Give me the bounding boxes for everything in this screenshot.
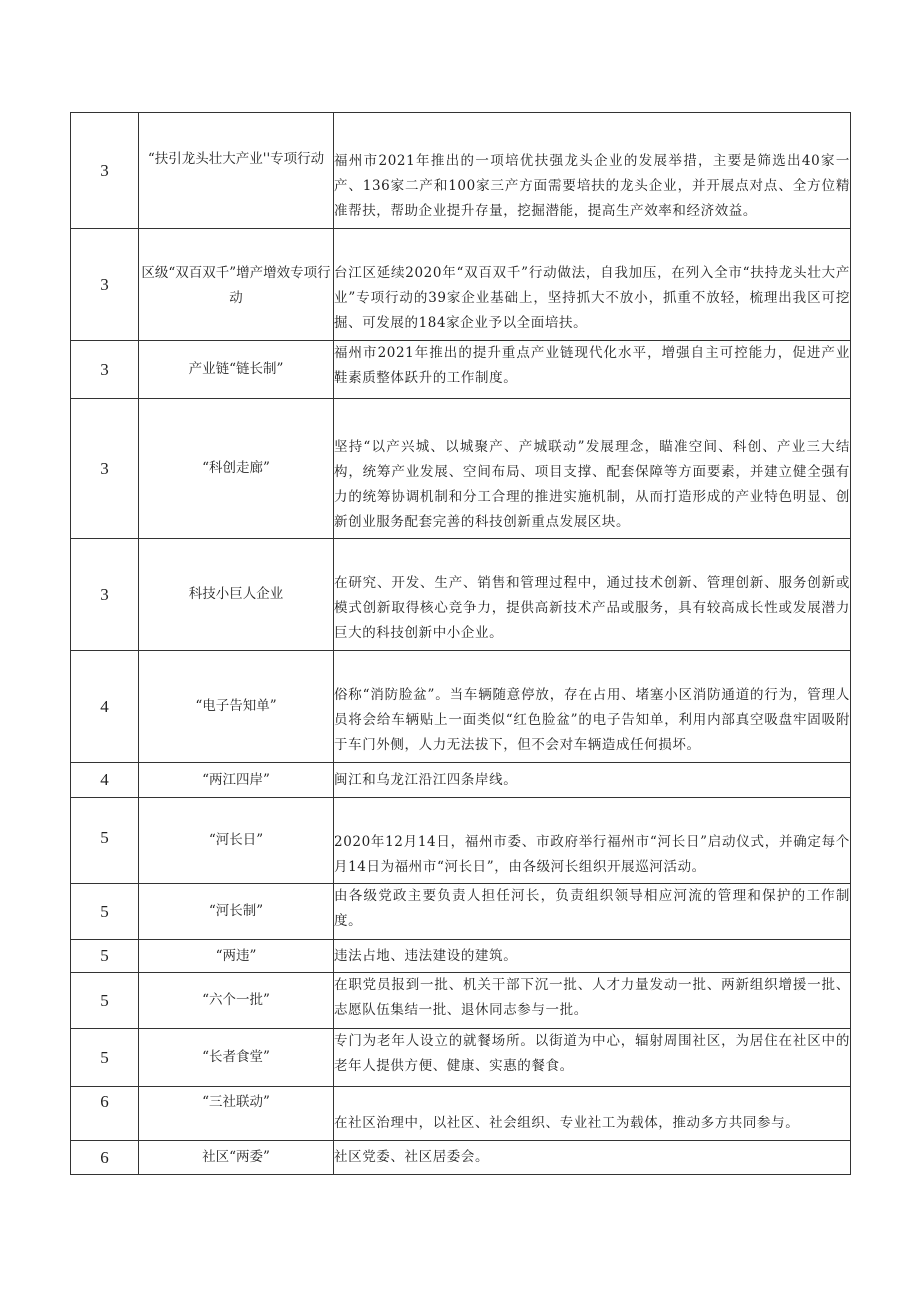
definition-cell: [334, 229, 851, 341]
term-text: “科创走廊”: [202, 460, 270, 476]
term-cell: [139, 229, 334, 341]
term-text: 社区“两委”: [202, 1149, 270, 1165]
definition-text: 福州市2021年推出的提升重点产业链现代化水平，增强自主可控能力，促进产业鞋素质整体跃升的工作制度。: [334, 345, 850, 386]
term-text: “三社联动”: [202, 1094, 270, 1110]
definition-text: 台江区延续2020年“双百双千”行动做法，自我加压，在列入全市“扶持龙头壮大产业”专项行动的39家企业基础上，坚持抓大不放小，抓重不放轻，梳理出我区可挖掘、可发展的184家企业予以全面培扶。: [334, 265, 850, 331]
term-cell: [139, 1087, 334, 1141]
term-cell: [139, 341, 334, 399]
definition-cell: [334, 399, 851, 539]
term-cell: [139, 1029, 334, 1087]
term-cell: [139, 1141, 334, 1175]
term-cell: [139, 763, 334, 798]
table-row: [71, 539, 851, 651]
term-cell: [139, 973, 334, 1029]
term-text: “两违”: [215, 947, 257, 964]
table-row: [71, 651, 851, 763]
term-text: “长者食堂”: [202, 1049, 270, 1065]
table-row: [71, 940, 851, 973]
definition-cell: [334, 1141, 851, 1175]
definition-text: 闽江和乌龙江沿江四条岸线。: [334, 771, 518, 788]
definition-cell: [334, 940, 851, 973]
definition-text: 由各级党政主要负责人担任河长，负责组织领导相应河流的管理和保护的工作制度。: [334, 888, 850, 929]
table-row: [71, 229, 851, 341]
page-number-cell: 4: [71, 763, 139, 798]
table-row: [71, 1029, 851, 1087]
glossary-table: [70, 112, 851, 1175]
definition-text: 违法占地、违法建设的建筑。: [334, 947, 518, 964]
definition-cell: [334, 763, 851, 798]
term-cell: [139, 884, 334, 940]
definition-text: 社区党委、社区居委会。: [334, 1149, 490, 1165]
table-row: [71, 1087, 851, 1141]
page-number-cell: 3: [71, 399, 139, 539]
page-number-cell: 6: [71, 1087, 139, 1141]
term-text: “扶引龙头壮大产业''专项行动: [147, 151, 325, 167]
table-row: [71, 1141, 851, 1175]
definition-text: 俗称“消防脸盆”。当车辆随意停放，存在占用、堵塞小区消防通道的行为，管理人员将会给车辆贴上一面类似“红色脸盆”的电子告知单，利用内部真空吸盘牢固吸附于车门外侧，人力无法拔下，但不会对车辆造成任何损坏。: [334, 687, 850, 753]
table-row: [71, 113, 851, 229]
definition-cell: [334, 884, 851, 940]
term-text: “电子告知单”: [195, 698, 277, 714]
term-cell: [139, 539, 334, 651]
definition-text: 2020年12月14日，福州市委、市政府举行福州市“河长日”启动仪式，并确定每个月14日为福州市“河长日”，由各级河长组织开展巡河活动。: [334, 834, 850, 875]
page-number-cell: 3: [71, 113, 139, 229]
term-cell: [139, 399, 334, 539]
page-number-cell: 4: [71, 651, 139, 763]
definition-cell: [334, 1029, 851, 1087]
term-text: 科技小巨人企业: [188, 586, 284, 602]
page-number-cell: 6: [71, 1141, 139, 1175]
definition-text: 在职党员报到一批、机关干部下沉一批、人才力量发动一批、两新组织增援一批、志愿队伍集结一批、退休同志参与一批。: [334, 977, 850, 1018]
term-text: “河长日”: [208, 832, 264, 848]
page-number-cell: 3: [71, 229, 139, 341]
term-cell: [139, 798, 334, 884]
definition-cell: [334, 973, 851, 1029]
term-cell: [139, 113, 334, 229]
table-row: [71, 798, 851, 884]
definition-text: 在研究、开发、生产、销售和管理过程中，通过技术创新、管理创新、服务创新或模式创新取得核心竞争力，提供高新技术产品或服务，具有较高成长性或发展潜力巨大的科技创新中小企业。: [334, 575, 850, 641]
definition-cell: [334, 539, 851, 651]
table-row: [71, 763, 851, 798]
table-row: [71, 973, 851, 1029]
term-text: 区级“双百双千”增产增效专项行动: [141, 265, 331, 306]
definition-text: 专门为老年人设立的就餐场所。以街道为中心，辐射周围社区，为居住在社区中的老年人提供方便、健康、实惠的餐食。: [334, 1033, 850, 1074]
definition-text: 在社区治理中，以社区、社会组织、专业社工为载体，推动多方共同参与。: [334, 1115, 800, 1131]
term-text: 产业链“链长制”: [188, 361, 284, 377]
definition-cell: [334, 1087, 851, 1141]
term-text: “河长制”: [208, 903, 264, 919]
term-text: “六个一批”: [202, 992, 270, 1008]
definition-text: 坚持“以产兴城、以城聚产、产城联动”发展理念，瞄准空间、科创、产业三大结构，统筹产业发展、空间布局、项目支撑、配套保障等方面要素，并建立健全强有力的统筹协调机制和分工合理的推进实施机制，从而打造形成的产业特色明显、创新创业服务配套完善的科技创新重点发展区块。: [334, 439, 850, 530]
definition-cell: [334, 798, 851, 884]
page-number-cell: 3: [71, 539, 139, 651]
term-cell: [139, 651, 334, 763]
page-number-cell: 5: [71, 884, 139, 940]
page-number-cell: 5: [71, 940, 139, 973]
term-text: “两江四岸”: [202, 771, 270, 788]
table-row: [71, 399, 851, 539]
definition-cell: [334, 341, 851, 399]
page-number-cell: 3: [71, 341, 139, 399]
page-number-cell: 5: [71, 1029, 139, 1087]
page-number-cell: 5: [71, 973, 139, 1029]
table-row: [71, 341, 851, 399]
term-cell: [139, 940, 334, 973]
table-row: [71, 884, 851, 940]
definition-cell: [334, 651, 851, 763]
page-number-cell: 5: [71, 798, 139, 884]
definition-cell: [334, 113, 851, 229]
definition-text: 福州市2021年推出的一项培优扶强龙头企业的发展举措，主要是筛选出40家一产、136家二产和100家三产方面需要培扶的龙头企业，并开展点对点、全方位精准帮扶，帮助企业提升存量，挖掘潜能，提高生产效率和经济效益。: [334, 153, 850, 219]
